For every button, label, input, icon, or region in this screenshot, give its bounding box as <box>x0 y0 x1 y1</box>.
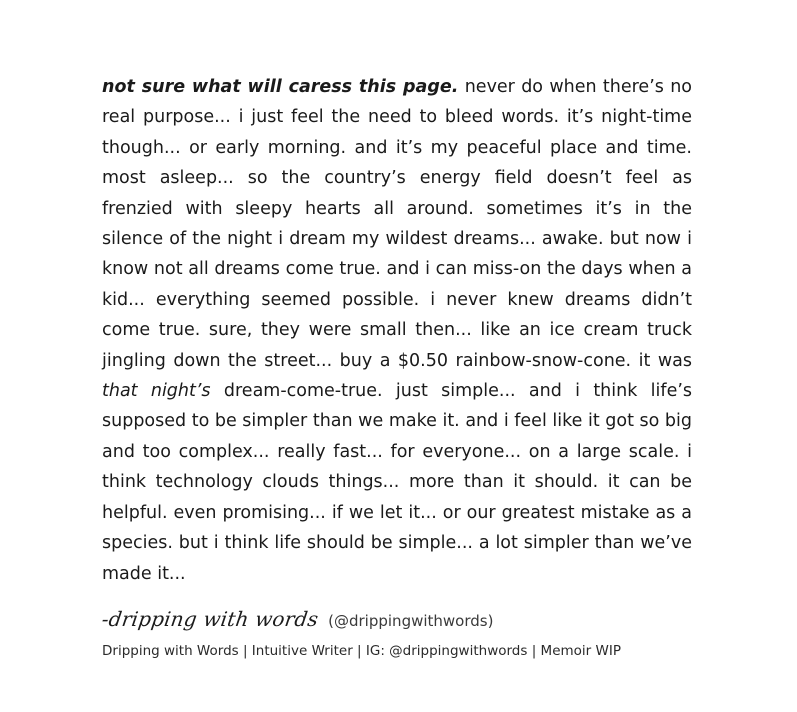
post-container <box>102 72 692 659</box>
footer-credits: Dripping with Words | Intuitive Writer | IG: @drippingwithwords | Memoir WIP <box>102 642 621 659</box>
signature-line <box>102 607 692 631</box>
signature-name: -dripping with words <box>100 606 320 631</box>
post-text-part-2: dream-come-true. just simple... and i think life’s supposed to be simpler than we make it. and i feel like it got so big and too complex... really fast... for everyone... on a large scale. i think technology clouds things... more than it should. it can be helpful. even promising... if we let it... or our greatest mistake as a species. but i think life should be simple... a lot simpler than we’ve made it... <box>102 381 693 584</box>
signature-handle: (@drippingwithwords) <box>328 611 494 630</box>
post-emphasis: that night’s <box>102 381 211 402</box>
post-opener: not sure what will caress this page. <box>102 77 459 97</box>
post-text-part-1: never do when there’s no real purpose... i just feel the need to bleed words. it’s night-time though... or early morning. and it’s my peaceful place and time. most asleep... so the country’s energy field doesn’t feel as frenzied with sleepy hearts all around. sometimes it’s in the silence of the night i dream my wildest dreams... awake. but now i know not all dreams come true. and i can miss-on the days when a kid... everything seemed possible. i never knew dreams didn’t come true. sure, they were small then... like an ice cream truck jingling down the street... buy a $0.50 rainbow-snow-cone. it was <box>102 77 692 371</box>
post-body <box>102 72 692 589</box>
